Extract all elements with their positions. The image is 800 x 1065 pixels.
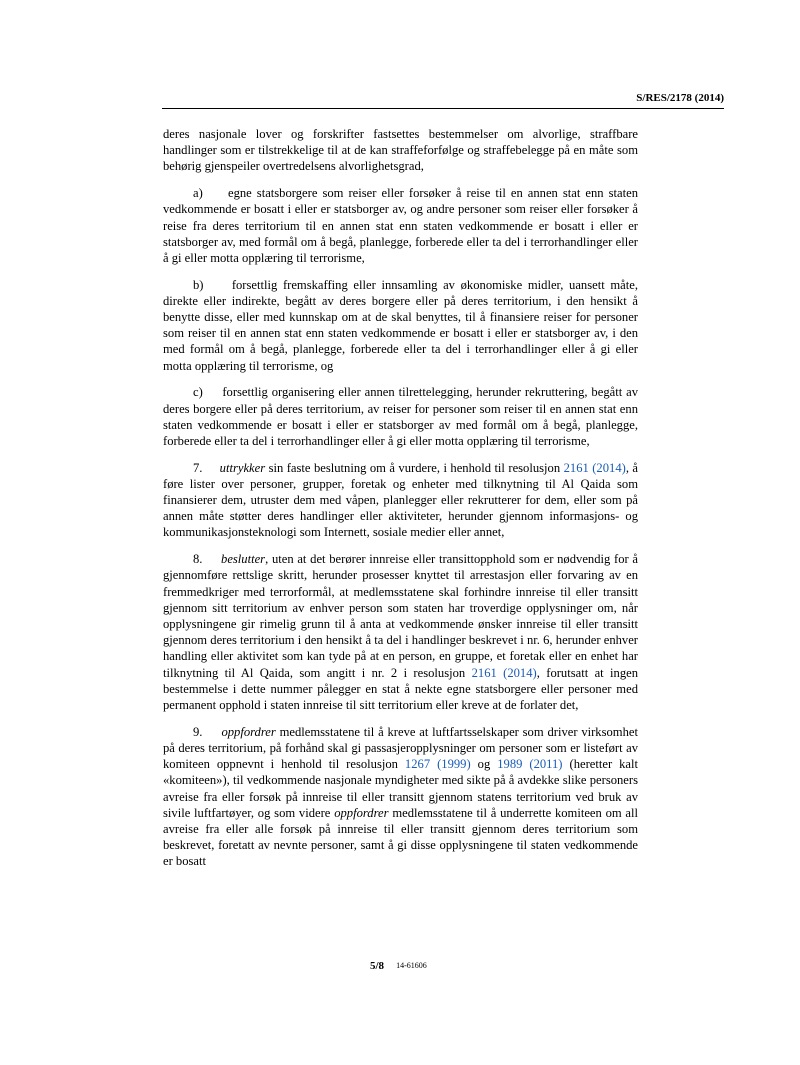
- paragraph-number: 7.: [193, 460, 203, 475]
- paragraph-8: 8. beslutter, uten at det berører innreise eller transittopphold som er nødvendig for å gjennomføre rettslige skritt, herunder prosesser knyttet til arrestasjon eller forvaring av en fremmedkriger med terrorformål, at medlemsstatene skal forhindre innreise til eller transitt gjennom sitt territorium av enhver person som staten har troverdige opplysninger om, når opplysningene gir rimelig grunn til å anta at vedkommende ønsker innreise til eller transitt gjennom deres territorium i den hensikt å ta del i handlinger beskrevet i nr. 6, herunder enhver handling eller aktivitet som kan tyde på at en person, en gruppe, et foretak eller en enhet har tilknytning til Al Qaida, som angitt i nr. 2 i resolusjon 2161 (2014), forutsatt at ingen bestemmelse i dette nummer pålegger en stat å nekte egne statsborgere eller personer med permanent opphold i staten innreise til sitt territorium eller kreve at de forlater det,: [163, 552, 639, 712]
- resolution-link-2161[interactable]: 2161 (2014): [563, 460, 626, 475]
- subparagraph-label: c): [193, 385, 203, 400]
- paragraph-number: 9.: [193, 724, 203, 739]
- subparagraph-a: [163, 185, 638, 266]
- subparagraph-b: [163, 277, 638, 374]
- resolution-link-1267[interactable]: 1267 (1999): [404, 757, 471, 772]
- job-number: 14-61606: [396, 961, 427, 970]
- paragraph-7: 7. uttrykker sin faste beslutning om å vurdere, i henhold til resolusjon 2161 (2014), å føre lister over personer, grupper, foretak og enheter med tilknytning til Al Qaida som finansierer dem, utruster dem med våpen, planlegger eller rekrutterer for dem, eller som på annen måte støtter deres handlinger eller aktiviteter, herunder gjennom informasjons- og kommunikasjonsteknologi som Internett, sosiale medier eller annet,: [163, 460, 639, 540]
- paragraph-number: 8.: [193, 552, 203, 567]
- page-number: 5/8: [370, 960, 385, 972]
- subparagraph-c: [163, 384, 638, 449]
- subparagraph-label: a): [193, 186, 203, 201]
- resolution-link-2161[interactable]: 2161 (2014): [471, 665, 537, 680]
- subparagraph-text: forsettlig fremskaffing eller innsamling av økonomiske midler, uansett måte, direkte eller indirekte, begått av deres borgere eller på deres territorium, i den hensikt å benytte disse, eller med kunnskap om at de skal benyttes, til å finansiere reiser for personer som reiser til en annen stat enn staten vedkommende er bosatt i eller er statsborger av, i den med formål om å begå, planlegge, forberede eller ta del i terrorhandlinger eller å gi eller motta opplæring til terrorisme, og: [163, 277, 638, 373]
- operative-verb: uttrykker: [219, 460, 266, 475]
- operative-verb: oppfordrer: [221, 724, 276, 739]
- operative-verb: oppfordrer: [334, 805, 389, 820]
- paragraph-continuation: deres nasjonale lover og forskrifter fastsettes bestemmelser om alvorlige, straffbare handlinger som er tilstrekkelige til at de kan straffeforfølge og straffebelegge på en måte som behørig gjenspeiler overtredelsens alvorlighetsgrad,: [163, 127, 638, 174]
- subparagraph-text: egne statsborgere som reiser eller forsøker å reise til en annen stat enn staten vedkommende er bosatt i eller er statsborger av, og andre personer som reiser eller forsøker å reise fra deres territorium til en annen stat enn staten vedkommende er bosatt i eller er statsborger av, med formål om å begå, planlegge, forberede eller ta del i terrorhandlinger eller å gi eller motta opplæring til terrorisme,: [163, 186, 638, 265]
- body-text: [163, 126, 638, 880]
- header-rule: [162, 108, 724, 109]
- page-footer: [370, 956, 427, 974]
- operative-verb: beslutter: [221, 552, 266, 567]
- document-symbol: S/RES/2178 (2014): [636, 92, 724, 104]
- subparagraph-label: b): [193, 277, 204, 292]
- subparagraph-text: forsettlig organisering eller annen tilrettelegging, herunder rekruttering, begått av deres borgere eller på deres territorium, av reiser for personer som reiser til en annen stat enn staten vedkommende er bosatt i eller er statsborger av med formål om å begå, planlegge, forberede eller ta del i terrorhandlinger eller å gi eller motta opplæring til terrorisme,: [163, 385, 638, 448]
- resolution-link-1989[interactable]: 1989 (2011): [497, 757, 563, 772]
- paragraph-9: 9. oppfordrer medlemsstatene til å kreve at luftfartsselskaper som driver virksomhet på deres territorium, på forhånd skal gi passasjeropplysninger om personer som er listeført av komiteen oppnevnt i henhold til resolusjon 1267 (1999) og 1989 (2011) (heretter kalt «komiteen»), til vedkommende nasjonale myndigheter med sikte på å avdekke slike personers avreise fra eller forsøk på innreise til eller transitt gjennom statens territorium ved bruk av sivile luftfartøyer, og som videre oppfordrer medlemsstatene til å underrette komiteen om all avreise fra eller alle forsøk på innreise til eller transitt gjennom deres territorium som beskrevet, foretatt av nevnte personer, samt å gi disse opplysningene til staten vedkommende er bosatt: [163, 724, 639, 869]
